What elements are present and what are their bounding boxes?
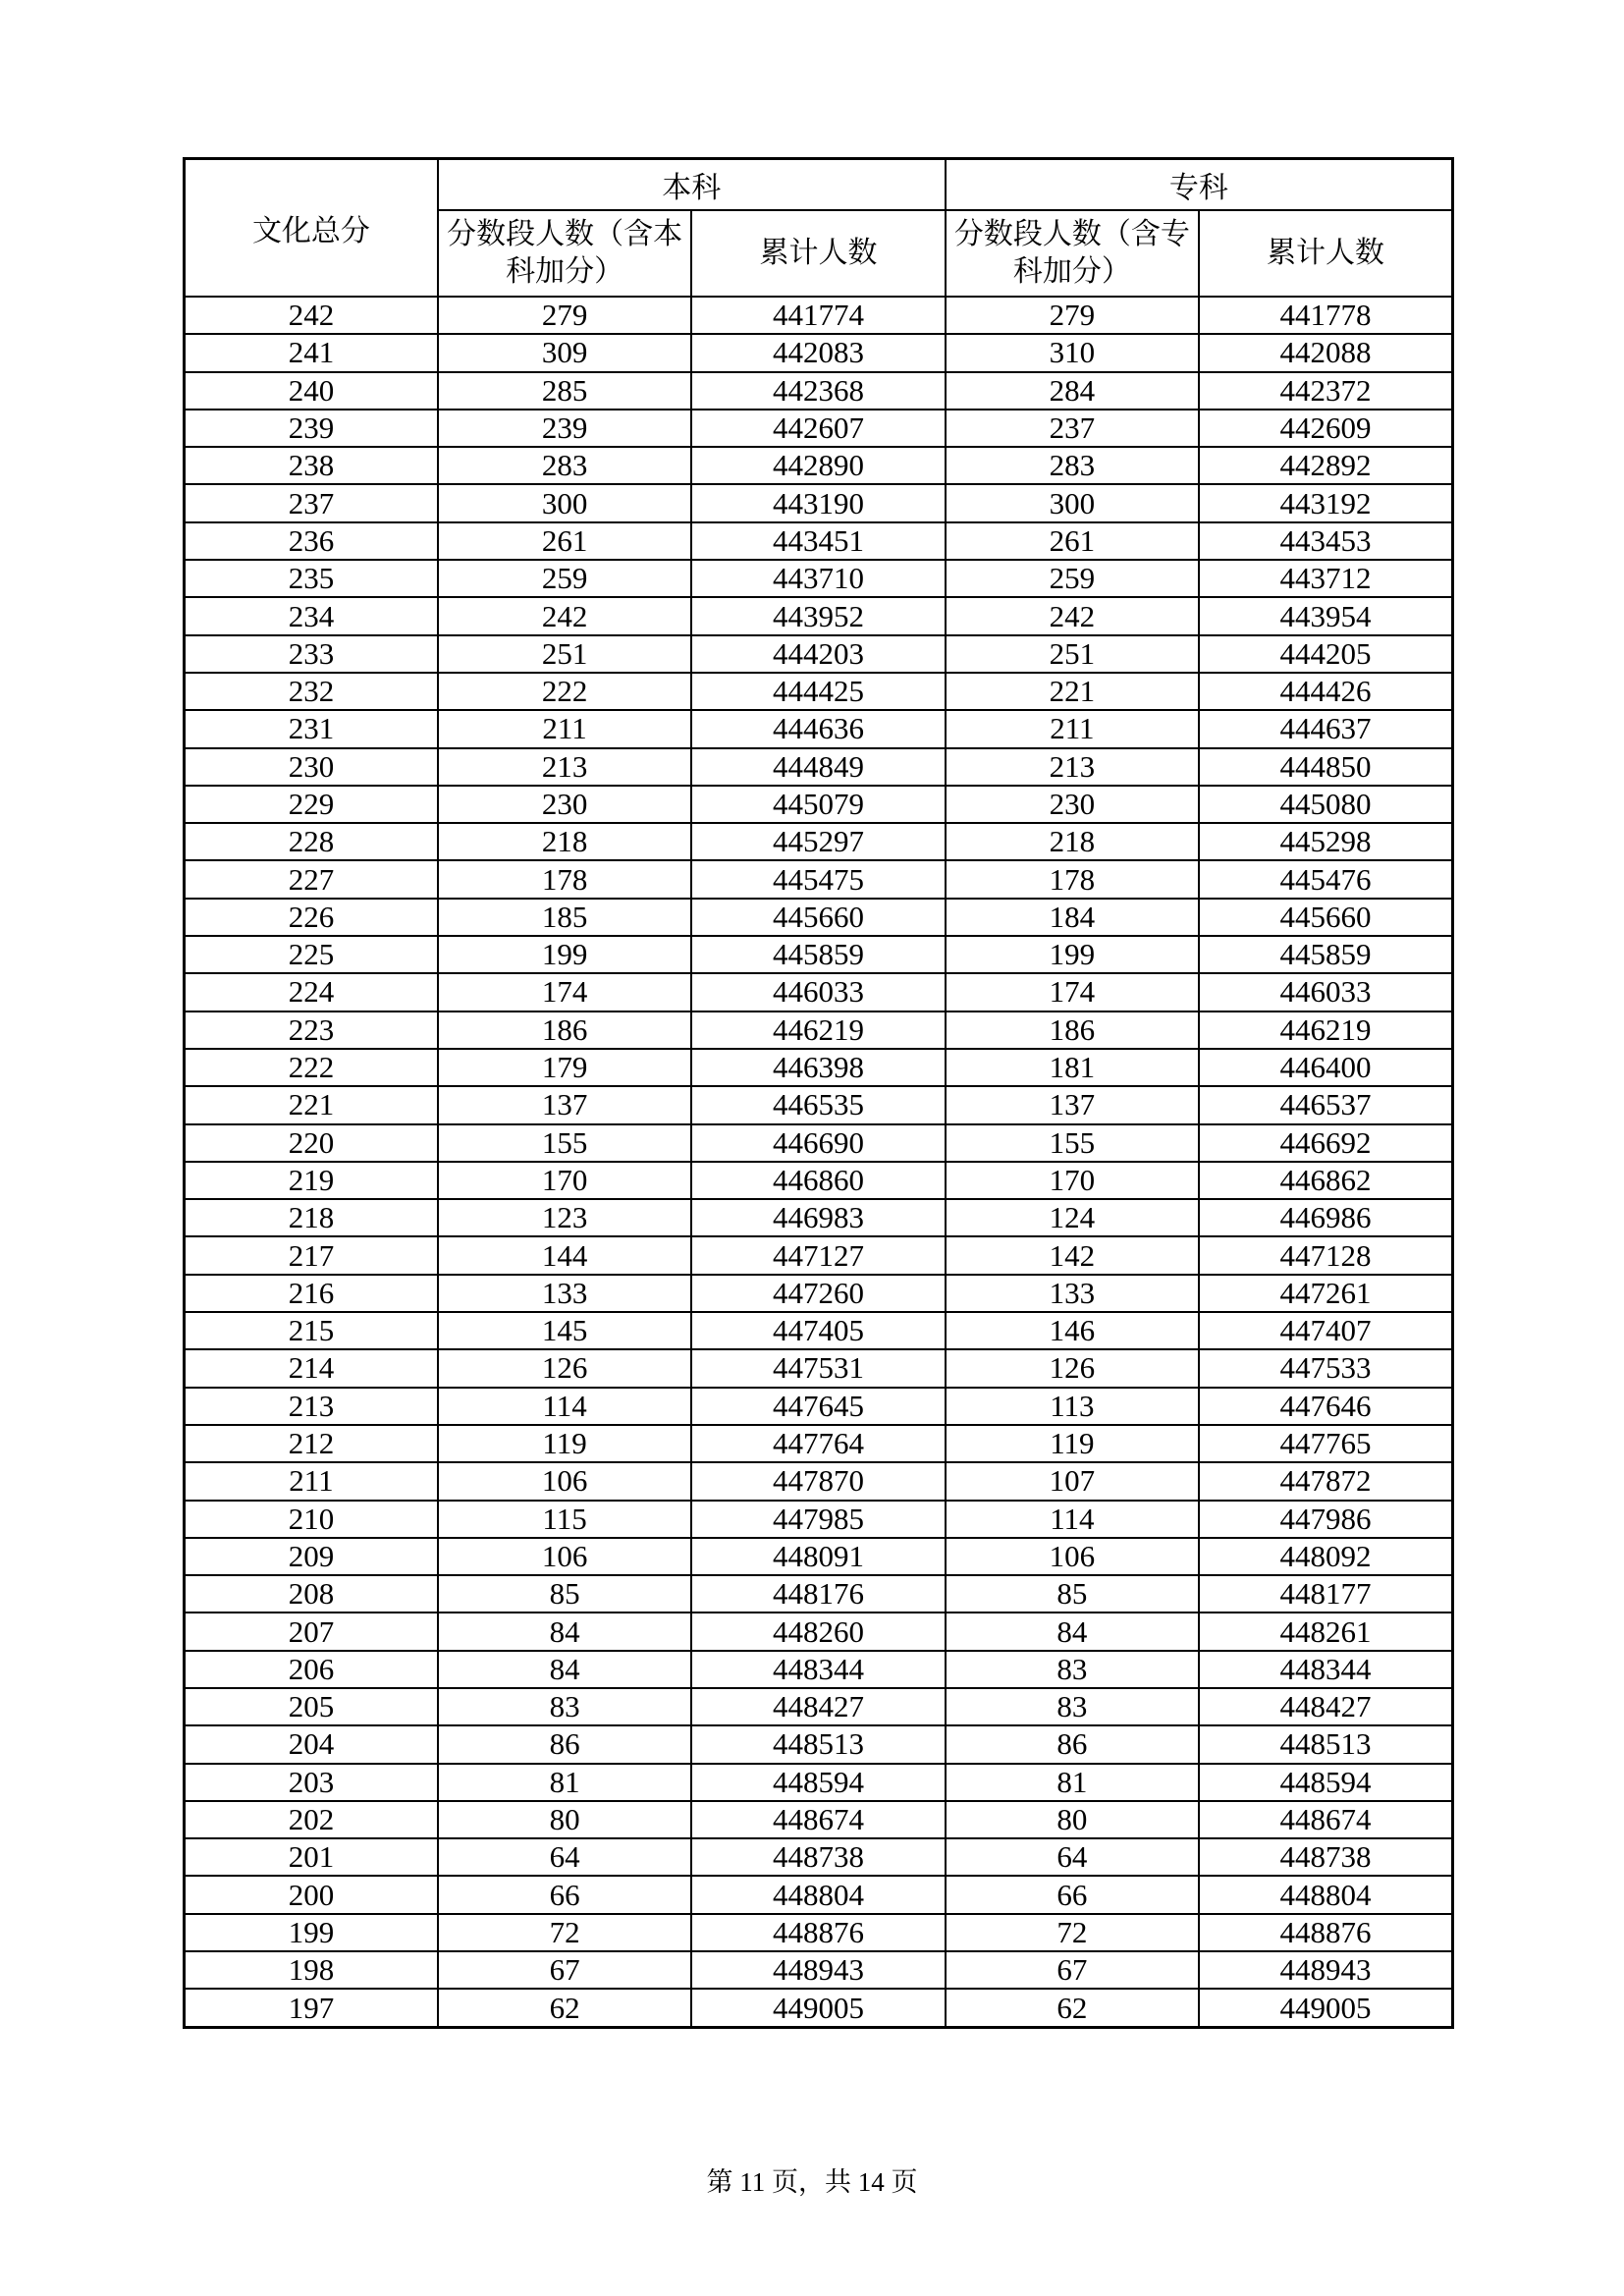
junior-count-cell: 137 bbox=[946, 1086, 1199, 1123]
undergrad-count-cell: 213 bbox=[438, 748, 691, 786]
junior-cumulative-cell: 441778 bbox=[1199, 297, 1452, 334]
table-row bbox=[185, 484, 1453, 521]
score-cell: 239 bbox=[185, 410, 438, 447]
undergrad-cumulative-cell: 448513 bbox=[691, 1725, 945, 1763]
undergrad-count-cell: 67 bbox=[438, 1951, 691, 1989]
junior-cumulative-cell: 447128 bbox=[1199, 1236, 1452, 1274]
undergrad-count-cell: 230 bbox=[438, 786, 691, 823]
score-cell: 205 bbox=[185, 1688, 438, 1725]
junior-cumulative-cell: 447986 bbox=[1199, 1501, 1452, 1538]
undergrad-cumulative-cell: 448091 bbox=[691, 1538, 945, 1575]
table-row bbox=[185, 1613, 1453, 1650]
table-row bbox=[185, 1049, 1453, 1086]
score-cell: 234 bbox=[185, 597, 438, 634]
undergrad-cumulative-cell: 446690 bbox=[691, 1124, 945, 1162]
table-row bbox=[185, 936, 1453, 973]
score-cell: 226 bbox=[185, 899, 438, 936]
table-row bbox=[185, 1312, 1453, 1349]
undergrad-count-cell: 84 bbox=[438, 1613, 691, 1650]
undergrad-count-cell: 72 bbox=[438, 1914, 691, 1951]
table-row bbox=[185, 673, 1453, 710]
undergrad-cumulative-cell: 446860 bbox=[691, 1162, 945, 1199]
score-cell: 197 bbox=[185, 1989, 438, 2027]
junior-cumulative-cell: 442892 bbox=[1199, 447, 1452, 484]
table-row bbox=[185, 447, 1453, 484]
undergrad-cumulative-cell: 446535 bbox=[691, 1086, 945, 1123]
undergrad-cumulative-cell: 442083 bbox=[691, 334, 945, 371]
table-row bbox=[185, 560, 1453, 597]
junior-count-cell: 184 bbox=[946, 899, 1199, 936]
undergrad-count-cell: 84 bbox=[438, 1651, 691, 1688]
score-cell: 235 bbox=[185, 560, 438, 597]
table-row bbox=[185, 1425, 1453, 1462]
junior-count-cell: 221 bbox=[946, 673, 1199, 710]
undergrad-count-cell: 137 bbox=[438, 1086, 691, 1123]
junior-cumulative-cell: 446862 bbox=[1199, 1162, 1452, 1199]
table-row bbox=[185, 597, 1453, 634]
table-row bbox=[185, 1162, 1453, 1199]
junior-count-cell: 181 bbox=[946, 1049, 1199, 1086]
junior-count-cell: 284 bbox=[946, 372, 1199, 410]
undergrad-cumulative-cell: 447127 bbox=[691, 1236, 945, 1274]
score-cell: 216 bbox=[185, 1275, 438, 1312]
undergrad-cumulative-cell: 448738 bbox=[691, 1838, 945, 1876]
table-row bbox=[185, 334, 1453, 371]
junior-count-cell: 142 bbox=[946, 1236, 1199, 1274]
junior-count-cell: 251 bbox=[946, 635, 1199, 673]
junior-count-cell: 83 bbox=[946, 1651, 1199, 1688]
score-cell: 227 bbox=[185, 860, 438, 898]
table-row bbox=[185, 410, 1453, 447]
score-cell: 225 bbox=[185, 936, 438, 973]
undergrad-count-cell: 222 bbox=[438, 673, 691, 710]
junior-cumulative-cell: 445476 bbox=[1199, 860, 1452, 898]
undergrad-cumulative-cell: 442607 bbox=[691, 410, 945, 447]
undergrad-count-cell: 242 bbox=[438, 597, 691, 634]
undergrad-count-cell: 285 bbox=[438, 372, 691, 410]
junior-count-cell: 261 bbox=[946, 522, 1199, 560]
score-cell: 212 bbox=[185, 1425, 438, 1462]
undergrad-cumulative-cell: 448674 bbox=[691, 1801, 945, 1838]
table-row bbox=[185, 1011, 1453, 1049]
undergrad-cumulative-cell: 448876 bbox=[691, 1914, 945, 1951]
score-cell: 210 bbox=[185, 1501, 438, 1538]
junior-count-cell: 64 bbox=[946, 1838, 1199, 1876]
undergrad-cumulative-cell: 446033 bbox=[691, 973, 945, 1011]
header-undergrad-cumulative: 累计人数 bbox=[691, 210, 945, 297]
junior-count-cell: 178 bbox=[946, 860, 1199, 898]
junior-cumulative-cell: 444850 bbox=[1199, 748, 1452, 786]
junior-cumulative-cell: 448261 bbox=[1199, 1613, 1452, 1650]
table-row bbox=[185, 1951, 1453, 1989]
junior-cumulative-cell: 443712 bbox=[1199, 560, 1452, 597]
undergrad-count-cell: 81 bbox=[438, 1764, 691, 1801]
junior-count-cell: 80 bbox=[946, 1801, 1199, 1838]
table-row bbox=[185, 635, 1453, 673]
junior-cumulative-cell: 449005 bbox=[1199, 1989, 1452, 2027]
score-cell: 231 bbox=[185, 710, 438, 747]
undergrad-count-cell: 133 bbox=[438, 1275, 691, 1312]
score-cell: 223 bbox=[185, 1011, 438, 1049]
junior-count-cell: 230 bbox=[946, 786, 1199, 823]
undergrad-cumulative-cell: 447985 bbox=[691, 1501, 945, 1538]
junior-count-cell: 107 bbox=[946, 1462, 1199, 1500]
undergrad-cumulative-cell: 448427 bbox=[691, 1688, 945, 1725]
junior-cumulative-cell: 448513 bbox=[1199, 1725, 1452, 1763]
undergrad-cumulative-cell: 447645 bbox=[691, 1388, 945, 1425]
undergrad-count-cell: 83 bbox=[438, 1688, 691, 1725]
score-cell: 236 bbox=[185, 522, 438, 560]
undergrad-cumulative-cell: 448943 bbox=[691, 1951, 945, 1989]
table-row bbox=[185, 1838, 1453, 1876]
junior-count-cell: 126 bbox=[946, 1349, 1199, 1387]
header-undergrad-count bbox=[438, 210, 691, 297]
junior-cumulative-cell: 445859 bbox=[1199, 936, 1452, 973]
undergrad-count-cell: 199 bbox=[438, 936, 691, 973]
undergrad-count-cell: 239 bbox=[438, 410, 691, 447]
table-row bbox=[185, 1349, 1453, 1387]
table-row bbox=[185, 1989, 1453, 2027]
junior-cumulative-cell: 442372 bbox=[1199, 372, 1452, 410]
score-cell: 215 bbox=[185, 1312, 438, 1349]
undergrad-count-cell: 186 bbox=[438, 1011, 691, 1049]
undergrad-cumulative-cell: 445859 bbox=[691, 936, 945, 973]
junior-cumulative-cell: 444637 bbox=[1199, 710, 1452, 747]
score-cell: 207 bbox=[185, 1613, 438, 1650]
table-row bbox=[185, 522, 1453, 560]
score-cell: 240 bbox=[185, 372, 438, 410]
table-row bbox=[185, 823, 1453, 860]
undergrad-cumulative-cell: 443952 bbox=[691, 597, 945, 634]
table-row bbox=[185, 1275, 1453, 1312]
score-cell: 233 bbox=[185, 635, 438, 673]
page-footer: 第 11 页，共 14 页 bbox=[706, 2167, 918, 2197]
junior-count-cell: 85 bbox=[946, 1575, 1199, 1613]
junior-cumulative-cell: 445660 bbox=[1199, 899, 1452, 936]
junior-count-cell: 199 bbox=[946, 936, 1199, 973]
undergrad-cumulative-cell: 447870 bbox=[691, 1462, 945, 1500]
junior-count-cell: 211 bbox=[946, 710, 1199, 747]
junior-cumulative-cell: 444426 bbox=[1199, 673, 1452, 710]
undergrad-cumulative-cell: 447764 bbox=[691, 1425, 945, 1462]
junior-count-cell: 72 bbox=[946, 1914, 1199, 1951]
undergrad-count-cell: 185 bbox=[438, 899, 691, 936]
undergrad-cumulative-cell: 443710 bbox=[691, 560, 945, 597]
junior-cumulative-cell: 447533 bbox=[1199, 1349, 1452, 1387]
junior-cumulative-cell: 446537 bbox=[1199, 1086, 1452, 1123]
table-row bbox=[185, 1086, 1453, 1123]
junior-count-cell: 114 bbox=[946, 1501, 1199, 1538]
header-junior-count-text: 分数段人数（含专科加分） bbox=[953, 217, 1190, 289]
undergrad-count-cell: 126 bbox=[438, 1349, 691, 1387]
undergrad-count-cell: 211 bbox=[438, 710, 691, 747]
score-cell: 203 bbox=[185, 1764, 438, 1801]
table-row bbox=[185, 786, 1453, 823]
junior-count-cell: 106 bbox=[946, 1538, 1199, 1575]
undergrad-cumulative-cell: 448804 bbox=[691, 1876, 945, 1913]
junior-cumulative-cell: 448804 bbox=[1199, 1876, 1452, 1913]
junior-cumulative-cell: 446986 bbox=[1199, 1199, 1452, 1236]
junior-count-cell: 279 bbox=[946, 297, 1199, 334]
undergrad-count-cell: 261 bbox=[438, 522, 691, 560]
undergrad-count-cell: 174 bbox=[438, 973, 691, 1011]
score-cell: 204 bbox=[185, 1725, 438, 1763]
table-row bbox=[185, 1764, 1453, 1801]
junior-cumulative-cell: 448594 bbox=[1199, 1764, 1452, 1801]
junior-count-cell: 113 bbox=[946, 1388, 1199, 1425]
junior-count-cell: 259 bbox=[946, 560, 1199, 597]
score-cell: 222 bbox=[185, 1049, 438, 1086]
table-row bbox=[185, 1688, 1453, 1725]
junior-cumulative-cell: 447872 bbox=[1199, 1462, 1452, 1500]
undergrad-count-cell: 64 bbox=[438, 1838, 691, 1876]
undergrad-count-cell: 106 bbox=[438, 1462, 691, 1500]
junior-count-cell: 66 bbox=[946, 1876, 1199, 1913]
undergrad-count-cell: 179 bbox=[438, 1049, 691, 1086]
score-cell: 242 bbox=[185, 297, 438, 334]
undergrad-cumulative-cell: 446219 bbox=[691, 1011, 945, 1049]
table-body bbox=[185, 297, 1453, 2027]
junior-count-cell: 170 bbox=[946, 1162, 1199, 1199]
table-row bbox=[185, 1914, 1453, 1951]
junior-count-cell: 237 bbox=[946, 410, 1199, 447]
score-cell: 221 bbox=[185, 1086, 438, 1123]
junior-count-cell: 119 bbox=[946, 1425, 1199, 1462]
score-cell: 230 bbox=[185, 748, 438, 786]
junior-cumulative-cell: 448876 bbox=[1199, 1914, 1452, 1951]
table-row bbox=[185, 1501, 1453, 1538]
score-cell: 198 bbox=[185, 1951, 438, 1989]
undergrad-cumulative-cell: 443190 bbox=[691, 484, 945, 521]
table-row bbox=[185, 1538, 1453, 1575]
undergrad-count-cell: 119 bbox=[438, 1425, 691, 1462]
header-junior-cumulative: 累计人数 bbox=[1199, 210, 1452, 297]
junior-cumulative-cell: 443192 bbox=[1199, 484, 1452, 521]
table-row bbox=[185, 748, 1453, 786]
table-row bbox=[185, 372, 1453, 410]
score-cell: 208 bbox=[185, 1575, 438, 1613]
junior-count-cell: 310 bbox=[946, 334, 1199, 371]
junior-cumulative-cell: 445298 bbox=[1199, 823, 1452, 860]
table-row bbox=[185, 1651, 1453, 1688]
score-cell: 229 bbox=[185, 786, 438, 823]
junior-cumulative-cell: 447646 bbox=[1199, 1388, 1452, 1425]
undergrad-cumulative-cell: 444425 bbox=[691, 673, 945, 710]
junior-cumulative-cell: 445080 bbox=[1199, 786, 1452, 823]
junior-cumulative-cell: 448674 bbox=[1199, 1801, 1452, 1838]
header-score: 文化总分 bbox=[185, 159, 438, 298]
score-cell: 217 bbox=[185, 1236, 438, 1274]
score-cell: 201 bbox=[185, 1838, 438, 1876]
junior-cumulative-cell: 447765 bbox=[1199, 1425, 1452, 1462]
junior-count-cell: 133 bbox=[946, 1275, 1199, 1312]
undergrad-count-cell: 279 bbox=[438, 297, 691, 334]
junior-count-cell: 283 bbox=[946, 447, 1199, 484]
undergrad-count-cell: 218 bbox=[438, 823, 691, 860]
junior-count-cell: 62 bbox=[946, 1989, 1199, 2027]
undergrad-cumulative-cell: 447531 bbox=[691, 1349, 945, 1387]
undergrad-count-cell: 114 bbox=[438, 1388, 691, 1425]
table-row bbox=[185, 710, 1453, 747]
undergrad-cumulative-cell: 448260 bbox=[691, 1613, 945, 1650]
score-cell: 218 bbox=[185, 1199, 438, 1236]
undergrad-count-cell: 85 bbox=[438, 1575, 691, 1613]
undergrad-cumulative-cell: 445079 bbox=[691, 786, 945, 823]
header-junior-count bbox=[946, 210, 1199, 297]
undergrad-count-cell: 144 bbox=[438, 1236, 691, 1274]
undergrad-count-cell: 123 bbox=[438, 1199, 691, 1236]
junior-count-cell: 218 bbox=[946, 823, 1199, 860]
score-cell: 219 bbox=[185, 1162, 438, 1199]
undergrad-count-cell: 145 bbox=[438, 1312, 691, 1349]
score-cell: 199 bbox=[185, 1914, 438, 1951]
score-cell: 237 bbox=[185, 484, 438, 521]
junior-cumulative-cell: 448092 bbox=[1199, 1538, 1452, 1575]
junior-cumulative-cell: 448943 bbox=[1199, 1951, 1452, 1989]
undergrad-count-cell: 115 bbox=[438, 1501, 691, 1538]
score-cell: 209 bbox=[185, 1538, 438, 1575]
undergrad-count-cell: 259 bbox=[438, 560, 691, 597]
table-row bbox=[185, 860, 1453, 898]
junior-count-cell: 155 bbox=[946, 1124, 1199, 1162]
junior-cumulative-cell: 446219 bbox=[1199, 1011, 1452, 1049]
undergrad-cumulative-cell: 446398 bbox=[691, 1049, 945, 1086]
undergrad-cumulative-cell: 447405 bbox=[691, 1312, 945, 1349]
table-row bbox=[185, 973, 1453, 1011]
junior-count-cell: 124 bbox=[946, 1199, 1199, 1236]
table-row bbox=[185, 1801, 1453, 1838]
junior-cumulative-cell: 444205 bbox=[1199, 635, 1452, 673]
junior-cumulative-cell: 448427 bbox=[1199, 1688, 1452, 1725]
table-row bbox=[185, 1124, 1453, 1162]
table-row bbox=[185, 1876, 1453, 1913]
junior-cumulative-cell: 443954 bbox=[1199, 597, 1452, 634]
undergrad-cumulative-cell: 445660 bbox=[691, 899, 945, 936]
junior-cumulative-cell: 448177 bbox=[1199, 1575, 1452, 1613]
junior-count-cell: 213 bbox=[946, 748, 1199, 786]
header-undergrad-count-text: 分数段人数（含本科加分） bbox=[447, 217, 683, 289]
undergrad-cumulative-cell: 448176 bbox=[691, 1575, 945, 1613]
undergrad-count-cell: 80 bbox=[438, 1801, 691, 1838]
table-row bbox=[185, 1388, 1453, 1425]
score-cell: 214 bbox=[185, 1349, 438, 1387]
undergrad-cumulative-cell: 445475 bbox=[691, 860, 945, 898]
score-cell: 200 bbox=[185, 1876, 438, 1913]
junior-cumulative-cell: 446033 bbox=[1199, 973, 1452, 1011]
score-cell: 224 bbox=[185, 973, 438, 1011]
undergrad-cumulative-cell: 444636 bbox=[691, 710, 945, 747]
table-row bbox=[185, 1199, 1453, 1236]
junior-cumulative-cell: 442609 bbox=[1199, 410, 1452, 447]
score-cell: 206 bbox=[185, 1651, 438, 1688]
score-cell: 241 bbox=[185, 334, 438, 371]
junior-count-cell: 146 bbox=[946, 1312, 1199, 1349]
undergrad-cumulative-cell: 447260 bbox=[691, 1275, 945, 1312]
score-cell: 211 bbox=[185, 1462, 438, 1500]
junior-count-cell: 86 bbox=[946, 1725, 1199, 1763]
junior-cumulative-cell: 448738 bbox=[1199, 1838, 1452, 1876]
junior-cumulative-cell: 447407 bbox=[1199, 1312, 1452, 1349]
undergrad-count-cell: 155 bbox=[438, 1124, 691, 1162]
junior-count-cell: 83 bbox=[946, 1688, 1199, 1725]
junior-cumulative-cell: 443453 bbox=[1199, 522, 1452, 560]
undergrad-cumulative-cell: 444203 bbox=[691, 635, 945, 673]
score-cell: 238 bbox=[185, 447, 438, 484]
undergrad-cumulative-cell: 448344 bbox=[691, 1651, 945, 1688]
undergrad-count-cell: 170 bbox=[438, 1162, 691, 1199]
table-row bbox=[185, 1725, 1453, 1763]
undergrad-count-cell: 62 bbox=[438, 1989, 691, 2027]
undergrad-cumulative-cell: 441774 bbox=[691, 297, 945, 334]
undergrad-count-cell: 309 bbox=[438, 334, 691, 371]
junior-count-cell: 174 bbox=[946, 973, 1199, 1011]
score-cell: 220 bbox=[185, 1124, 438, 1162]
undergrad-count-cell: 251 bbox=[438, 635, 691, 673]
undergrad-cumulative-cell: 444849 bbox=[691, 748, 945, 786]
junior-count-cell: 67 bbox=[946, 1951, 1199, 1989]
junior-cumulative-cell: 448344 bbox=[1199, 1651, 1452, 1688]
undergrad-cumulative-cell: 448594 bbox=[691, 1764, 945, 1801]
table-row bbox=[185, 1236, 1453, 1274]
score-cell: 202 bbox=[185, 1801, 438, 1838]
undergrad-cumulative-cell: 446983 bbox=[691, 1199, 945, 1236]
undergrad-count-cell: 106 bbox=[438, 1538, 691, 1575]
junior-count-cell: 300 bbox=[946, 484, 1199, 521]
header-undergrad: 本科 bbox=[438, 159, 946, 211]
table-row bbox=[185, 899, 1453, 936]
undergrad-count-cell: 66 bbox=[438, 1876, 691, 1913]
junior-cumulative-cell: 442088 bbox=[1199, 334, 1452, 371]
junior-cumulative-cell: 446400 bbox=[1199, 1049, 1452, 1086]
score-cell: 232 bbox=[185, 673, 438, 710]
undergrad-count-cell: 283 bbox=[438, 447, 691, 484]
table-row bbox=[185, 1575, 1453, 1613]
undergrad-cumulative-cell: 442890 bbox=[691, 447, 945, 484]
undergrad-cumulative-cell: 442368 bbox=[691, 372, 945, 410]
table-row bbox=[185, 297, 1453, 334]
table-row bbox=[185, 1462, 1453, 1500]
undergrad-cumulative-cell: 449005 bbox=[691, 1989, 945, 2027]
undergrad-cumulative-cell: 443451 bbox=[691, 522, 945, 560]
junior-count-cell: 84 bbox=[946, 1613, 1199, 1650]
undergrad-count-cell: 300 bbox=[438, 484, 691, 521]
score-distribution-table bbox=[183, 157, 1454, 2029]
undergrad-count-cell: 86 bbox=[438, 1725, 691, 1763]
undergrad-count-cell: 178 bbox=[438, 860, 691, 898]
score-cell: 228 bbox=[185, 823, 438, 860]
score-cell: 213 bbox=[185, 1388, 438, 1425]
junior-count-cell: 186 bbox=[946, 1011, 1199, 1049]
junior-count-cell: 242 bbox=[946, 597, 1199, 634]
junior-count-cell: 81 bbox=[946, 1764, 1199, 1801]
junior-cumulative-cell: 447261 bbox=[1199, 1275, 1452, 1312]
header-junior: 专科 bbox=[946, 159, 1453, 211]
junior-cumulative-cell: 446692 bbox=[1199, 1124, 1452, 1162]
undergrad-cumulative-cell: 445297 bbox=[691, 823, 945, 860]
